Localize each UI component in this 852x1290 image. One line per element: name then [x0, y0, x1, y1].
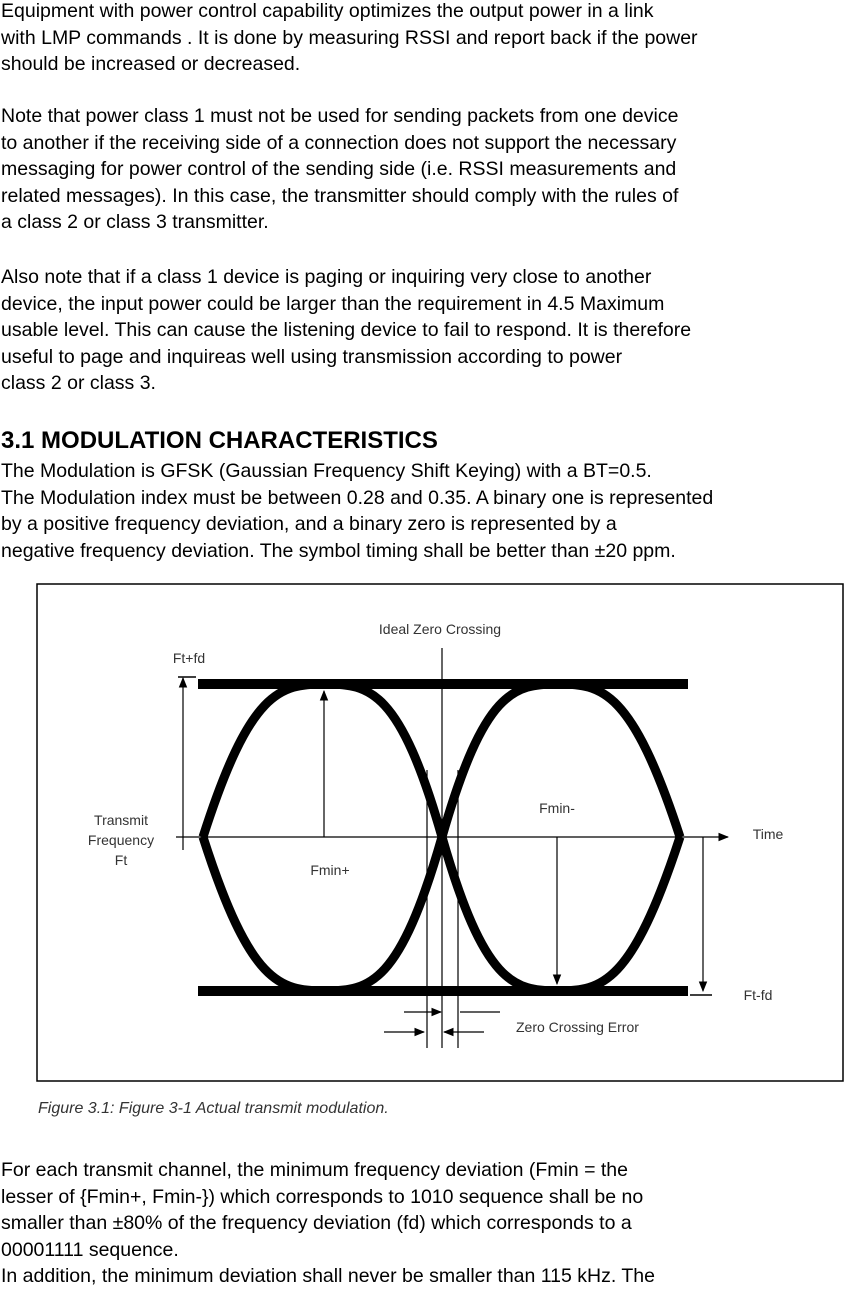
text-line: For each transmit channel, the minimum frequency deviation (Fmin = the [1, 1159, 628, 1181]
text-line: In addition, the minimum deviation shall never be smaller than 115 kHz. The [1, 1265, 655, 1287]
text-line: a class 2 or class 3 transmitter. [1, 211, 269, 233]
text-line: with LMP commands . It is done by measuring RSSI and report back if the power [1, 26, 698, 49]
text-line: The Modulation is GFSK (Gaussian Frequency Shift Keying) with a BT=0.5. [1, 460, 652, 482]
ft-plus-fd-label: Ft+fd [172, 650, 206, 666]
eye-curve-lower-right [442, 837, 680, 991]
text-line: related messages). In this case, the transmitter should comply with the rules of [1, 184, 679, 207]
section-heading: 3.1 MODULATION CHARACTERISTICS [1, 427, 438, 454]
paragraph-modulation [1, 458, 713, 564]
zero-crossing-error-label: Zero Crossing Error [516, 1019, 639, 1035]
transmit-label: Transmit [94, 812, 148, 828]
text-line: lesser of {Fmin+, Fmin-}) which corresponds to 1010 sequence shall be no [1, 1185, 644, 1208]
paragraph-power-control [1, 0, 698, 78]
frequency-label: Frequency [87, 832, 155, 848]
paragraph-paging-note [1, 264, 691, 397]
text-line: device, the input power could be larger than the requirement in 4.5 Maximum [1, 292, 665, 315]
fmin-minus-label: Fmin- [539, 800, 575, 816]
text-line: by a positive frequency deviation, and a binary zero is represented by a [1, 513, 617, 535]
text-line: Note that power class 1 must not be used for sending packets from one device [1, 105, 679, 127]
text-line: Also note that if a class 1 device is paging or inquiring very close to another [1, 266, 652, 288]
text-line: messaging for power control of the sending side (i.e. RSSI measurements and [1, 158, 677, 180]
paragraph-frequency-deviation [1, 1157, 655, 1290]
text-line: to another if the receiving side of a connection does not support the necessary [1, 131, 677, 154]
text-line: should be increased or decreased. [1, 53, 301, 75]
paragraph-class1-note [1, 103, 678, 236]
eye-curve-lower-left [203, 837, 442, 991]
ft-label: Ft [114, 852, 128, 868]
ideal-zero-crossing-label: Ideal Zero Crossing [378, 621, 502, 637]
text-line: class 2 or class 3. [1, 372, 156, 394]
time-label: Time [752, 826, 784, 842]
text-line: The Modulation index must be between 0.28 and 0.35. A binary one is represented [1, 486, 714, 509]
text-line: Equipment with power control capability optimizes the output power in a link [1, 0, 654, 22]
ft-minus-fd-label: Ft-fd [743, 987, 773, 1003]
text-line: useful to page and inquireas well using transmission according to power [1, 345, 623, 368]
text-line: smaller than ±80% of the frequency deviation (fd) which corresponds to a [1, 1212, 632, 1234]
text-line: usable level. This can cause the listening device to fail to respond. It is therefore [1, 319, 692, 341]
text-line: 00001111 sequence. [1, 1238, 179, 1261]
fmin-plus-label: Fmin+ [310, 862, 350, 878]
eye-curve-upper-left [203, 684, 442, 837]
text-line: negative frequency deviation. The symbol timing shall be better than ±20 ppm. [1, 539, 676, 562]
modulation-eye-diagram [0, 560, 852, 1125]
figure-caption: Figure 3.1: Figure 3-1 Actual transmit modulation. [38, 1100, 389, 1117]
